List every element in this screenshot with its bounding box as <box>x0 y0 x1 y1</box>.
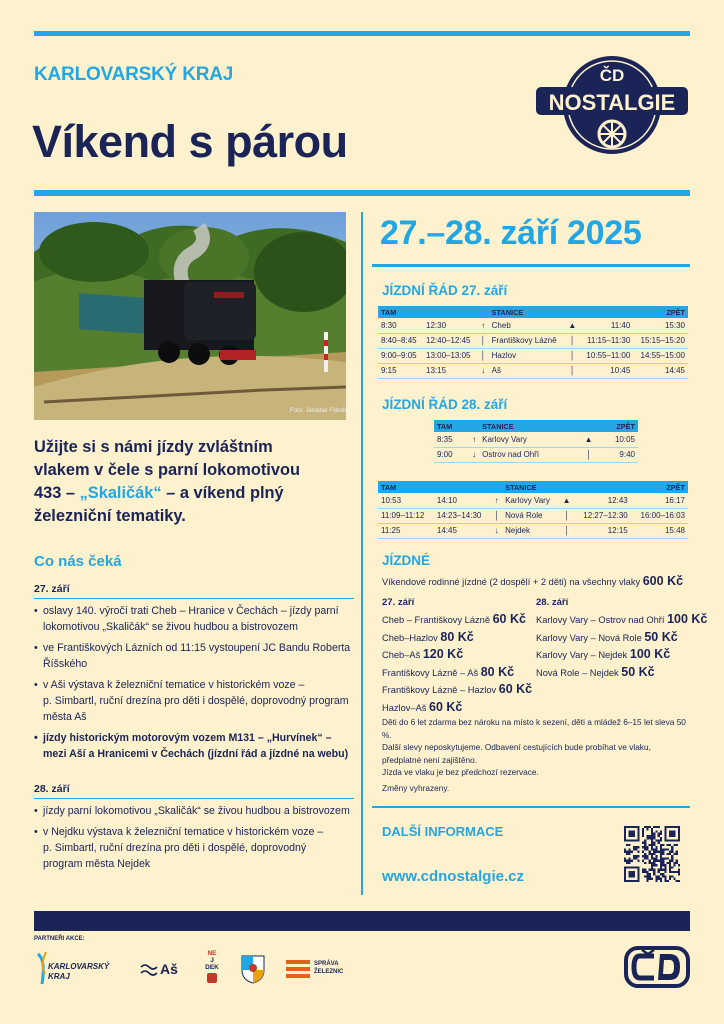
column-divider <box>361 212 363 895</box>
zpet-2: 15:15–15:20 <box>633 333 688 348</box>
more-info-heading: DALŠÍ INFORMACE <box>382 824 504 839</box>
fare-row <box>382 612 526 626</box>
cd-nostalgie-logo <box>536 54 688 156</box>
fare-notes <box>382 716 688 779</box>
fare-note-line: Další slevy neposkytujeme. Odbavení cestujících bude probíhat ve vlaku, <box>382 742 651 752</box>
zpet-2: 14:45 <box>633 363 688 378</box>
up-arrow-icon: ▲ <box>582 432 596 447</box>
station: Aš <box>489 363 566 378</box>
program-item <box>34 803 354 819</box>
event-date: 27.–28. září 2025 <box>380 214 642 252</box>
info-divider <box>372 806 690 808</box>
date-divider <box>372 264 690 267</box>
fare-price: 50 Kč <box>621 664 655 679</box>
tam-1: 9:00–9:05 <box>378 348 423 363</box>
program-item <box>34 603 354 635</box>
station: Ostrov nad Ohří <box>479 447 582 462</box>
fare-route: Cheb – Františkovy Lázně <box>382 615 493 625</box>
footer-bar <box>34 911 690 931</box>
fare-row <box>382 682 532 696</box>
program-item-line: • jízdy historickým motorovým vozem M131 – „Hurvínek“ – <box>43 732 332 744</box>
program-item-line: • jízdy parní lokomotivou „Skaličák“ se živou hudbou a bistrovozem <box>43 805 350 817</box>
page-title: Víkend s párou <box>32 116 348 167</box>
program-item <box>34 824 354 872</box>
program-item-line: • ve Františkových Lázních od 11:15 vystoupení JC Bandu Roberta <box>43 642 351 654</box>
karlovarsky-kraj-logo <box>36 950 116 990</box>
program-item-line: mezi Aší a Hranicemi v Čechách (jízdní řád a jízdné na webu) <box>43 748 349 760</box>
down-arrow-icon: │ <box>491 508 502 523</box>
intro-line-3b: – a víkend plný <box>161 484 284 502</box>
steam-train-photo <box>34 212 346 420</box>
tt28a-col-zpet: ZPĚT <box>596 420 638 432</box>
tam-2: 14:10 <box>434 493 491 508</box>
timetable-row <box>378 493 688 508</box>
fare-route: Karlovy Vary – Nejdek <box>536 650 630 660</box>
program-item <box>34 677 354 725</box>
timetable-row <box>434 447 638 462</box>
website-link[interactable]: www.cdnostalgie.cz <box>382 868 524 885</box>
zpet: 10:05 <box>596 432 638 447</box>
fare-row <box>536 630 678 644</box>
timetable-row <box>378 318 688 333</box>
fares-col2-day: 28. září <box>536 597 569 608</box>
intro-text <box>34 436 354 528</box>
fare-route: Cheb–Aš <box>382 650 423 660</box>
tam-2: 13:15 <box>423 363 478 378</box>
fare-price: 80 Kč <box>440 629 474 644</box>
nejdek-line1: NE <box>207 950 217 957</box>
program-item-line: lokomotivou „Skaličák“ se živou hudbou a bistrovozem <box>43 621 298 633</box>
fare-row <box>382 630 474 644</box>
zpet-1: 10:55–11:00 <box>579 348 633 363</box>
fare-route: Cheb–Hazlov <box>382 632 441 643</box>
up-arrow-icon: │ <box>565 333 579 348</box>
fares-col1-day: 27. září <box>382 597 415 608</box>
zpet-2: 16:17 <box>631 493 688 508</box>
tt28b-col-zpet: ZPĚT <box>574 481 688 493</box>
tam-1: 11:09–11:12 <box>378 508 434 523</box>
fare-row <box>536 612 707 626</box>
kv-logo-line1: KARLOVARSKÝ <box>48 962 110 971</box>
program-item-line: program města Nejdek <box>43 858 151 870</box>
fares-heading: JÍZDNÉ <box>382 553 431 568</box>
up-arrow-icon: │ <box>565 348 579 363</box>
as-wave-icon <box>140 962 158 978</box>
szd-line2: ŽELEZNIC <box>314 969 344 975</box>
locomotive-name: „Skaličák“ <box>79 484 162 502</box>
zpet-2: 14:55–15:00 <box>633 348 688 363</box>
fare-row <box>536 665 655 679</box>
station: Nejdek <box>502 523 560 538</box>
tam-1: 9:15 <box>378 363 423 378</box>
tam-1: 10:53 <box>378 493 434 508</box>
fare-price: 80 Kč <box>480 664 515 679</box>
station: Cheb <box>489 318 566 333</box>
tt28a-col-tam: TAM <box>434 420 469 432</box>
fare-price: 60 Kč <box>498 682 533 696</box>
timetable-28-heading: JÍZDNÍ ŘÁD 28. září <box>382 397 508 412</box>
program-item-line: p. Simbartl, ruční drezína pro děti i dospělé, doprovodný <box>43 842 307 854</box>
qr-code[interactable] <box>624 826 680 882</box>
nejdek-line2: J <box>210 957 214 964</box>
intro-line-4: železniční tematiky. <box>34 507 186 525</box>
zpet-2: 16:00–16:03 <box>631 508 688 523</box>
program-divider-2 <box>34 798 354 799</box>
nejdek-logo <box>204 950 220 988</box>
tam-2: 14:23–14:30 <box>434 508 491 523</box>
up-arrow-icon: ▲ <box>560 493 574 508</box>
up-arrow-icon: │ <box>560 508 574 523</box>
timetable-row <box>434 432 638 447</box>
family-fare-price: 600 Kč <box>642 574 684 588</box>
program-item-line: p. Simbartl, ruční drezína pro děti i dospělé, doprovodný program <box>43 695 349 707</box>
down-arrow-icon: │ <box>478 348 489 363</box>
program-item <box>34 730 354 762</box>
header-divider <box>34 190 690 196</box>
down-arrow-icon: ↑ <box>478 318 489 333</box>
timetable-row <box>378 508 688 523</box>
fare-price: 60 Kč <box>429 699 463 714</box>
program-divider <box>34 598 354 599</box>
photo-credit: Foto: Jaroslav Fýbořec <box>290 408 352 414</box>
intro-line-2: vlakem v čele s parní lokomotivou <box>34 461 300 479</box>
fare-price: 120 Kč <box>422 647 464 661</box>
up-arrow-icon: │ <box>560 523 574 538</box>
station: Karlovy Vary <box>502 493 560 508</box>
timetable-row <box>378 333 688 348</box>
station: Hazlov <box>489 348 566 363</box>
family-fare <box>382 574 683 588</box>
timetable-row <box>378 363 688 378</box>
szd-stripes-icon <box>286 958 310 980</box>
fare-route: Hazlov–Aš <box>382 702 430 713</box>
timetable-row <box>378 348 688 363</box>
tam-2: 12:40–12:45 <box>423 333 478 348</box>
station: Františkovy Lázně <box>489 333 566 348</box>
tam-2: 12:30 <box>423 318 478 333</box>
timetable-28-b <box>378 481 688 539</box>
program-item-line: • v Nejdku výstava k železniční tematice v historickém voze – <box>43 826 324 838</box>
fare-note-line: předplatné není zajištěno. <box>382 754 478 765</box>
szd-line1: SPRÁVA <box>314 961 339 967</box>
nejdek-line3: DEK <box>205 964 219 971</box>
fare-row <box>382 665 514 679</box>
timetable-27 <box>378 306 688 379</box>
partners-label: PARTNEŘI AKCE: <box>34 936 85 942</box>
tam: 9:00 <box>434 447 469 462</box>
sprava-zeleznic-logo <box>286 958 356 984</box>
fare-price: 50 Kč <box>644 629 678 644</box>
down-arrow-icon: ↓ <box>469 447 479 462</box>
fare-route: Karlovy Vary – Ostrov nad Ohří <box>536 615 668 625</box>
intro-line-1: Užijte si s námi jízdy zvláštním <box>34 438 273 456</box>
coat-of-arms-icon <box>240 954 266 984</box>
program-item-line: • v Aši výstava k železniční tematice v historickém voze – <box>43 679 305 691</box>
fare-row <box>382 647 463 661</box>
fare-price: 100 Kč <box>629 647 671 661</box>
as-logo-text: Aš <box>160 961 178 977</box>
logo-top-text: ČD <box>599 66 625 85</box>
fare-price: 100 Kč <box>667 612 708 626</box>
program-heading: Co nás čeká <box>34 553 122 570</box>
zpet: 9:40 <box>596 447 638 462</box>
zpet-1: 12:43 <box>574 493 631 508</box>
kv-logo-line2: KRAJ <box>48 972 70 981</box>
intro-line-3 <box>34 482 354 505</box>
tam-1: 11:25 <box>378 523 434 538</box>
up-arrow-icon: │ <box>565 363 579 378</box>
down-arrow-icon: ↑ <box>469 432 479 447</box>
tt28a-col-stanice: STANICE <box>479 420 582 432</box>
as-logo <box>140 960 186 980</box>
down-arrow-icon: ↓ <box>478 363 489 378</box>
top-accent-bar <box>34 31 690 36</box>
timetable-28-a <box>434 420 638 463</box>
tam-2: 13:00–13:05 <box>423 348 478 363</box>
program-item <box>34 640 354 672</box>
program-day1: 27. září <box>34 583 70 595</box>
nejdek-mark-icon <box>207 973 217 983</box>
fare-price: 60 Kč <box>492 612 526 626</box>
zpet-2: 15:48 <box>631 523 688 538</box>
timetable-27-heading: JÍZDNÍ ŘÁD 27. září <box>382 283 508 298</box>
logo-bottom-text: NOSTALGIE <box>548 90 676 115</box>
up-arrow-icon: │ <box>582 447 596 462</box>
fare-row <box>536 647 670 661</box>
tt28b-col-tam: TAM <box>378 481 491 493</box>
program-item-line: Říšského <box>43 658 88 670</box>
program-item-line: • oslavy 140. výročí trati Cheb – Hranice v Čechách – jízdy parní <box>43 605 339 617</box>
tt28b-col-stanice: STANICE <box>502 481 560 493</box>
tt27-col-stanice: STANICE <box>489 306 566 318</box>
tt27-col-zpet: ZPĚT <box>579 306 688 318</box>
down-arrow-icon: │ <box>478 333 489 348</box>
station: Karlovy Vary <box>479 432 582 447</box>
tt27-col-tam: TAM <box>378 306 478 318</box>
zpet-1: 12:27–12:30 <box>574 508 631 523</box>
zpet-1: 12:15 <box>574 523 631 538</box>
fare-route: Karlovy Vary – Nová Role <box>536 632 645 643</box>
down-arrow-icon: ↓ <box>491 523 502 538</box>
tam-2: 14:45 <box>434 523 491 538</box>
family-fare-text: Víkendové rodinné jízdné (2 dospělí + 2 děti) na všechny vlaky <box>382 577 643 587</box>
fare-note-line: Děti do 6 let zdarma bez nároku na místo k sezení, děti a mládež 6–15 let sleva 50 %. <box>382 717 686 740</box>
zpet-1: 10:45 <box>579 363 633 378</box>
fare-route: Františkovy Lázně – Aš <box>382 667 481 678</box>
program-day2: 28. září <box>34 783 70 795</box>
timetable-row <box>378 523 688 538</box>
station: Nová Role <box>502 508 560 523</box>
fare-row <box>382 700 462 714</box>
fare-route: Nová Role – Nejdek <box>536 667 622 678</box>
fare-note-line: Jízda ve vlaku je bez předchozí rezervace. <box>382 767 539 777</box>
intro-line-3a: 433 – <box>34 484 80 502</box>
program-item-line: města Aš <box>43 711 87 723</box>
tam-1: 8:40–8:45 <box>378 333 423 348</box>
down-arrow-icon: ↑ <box>491 493 502 508</box>
zpet-1: 11:40 <box>579 318 633 333</box>
cd-logo <box>624 946 690 988</box>
up-arrow-icon: ▲ <box>565 318 579 333</box>
changes-note: Změny vyhrazeny. <box>382 783 450 793</box>
region-name: KARLOVARSKÝ KRAJ <box>34 64 234 85</box>
zpet-2: 15:30 <box>633 318 688 333</box>
zpet-1: 11:15–11:30 <box>579 333 633 348</box>
wheel-icon <box>599 121 625 147</box>
tam: 8:35 <box>434 432 469 447</box>
tam-1: 8:30 <box>378 318 423 333</box>
fare-route: Františkovy Lázně – Hazlov <box>382 685 499 695</box>
